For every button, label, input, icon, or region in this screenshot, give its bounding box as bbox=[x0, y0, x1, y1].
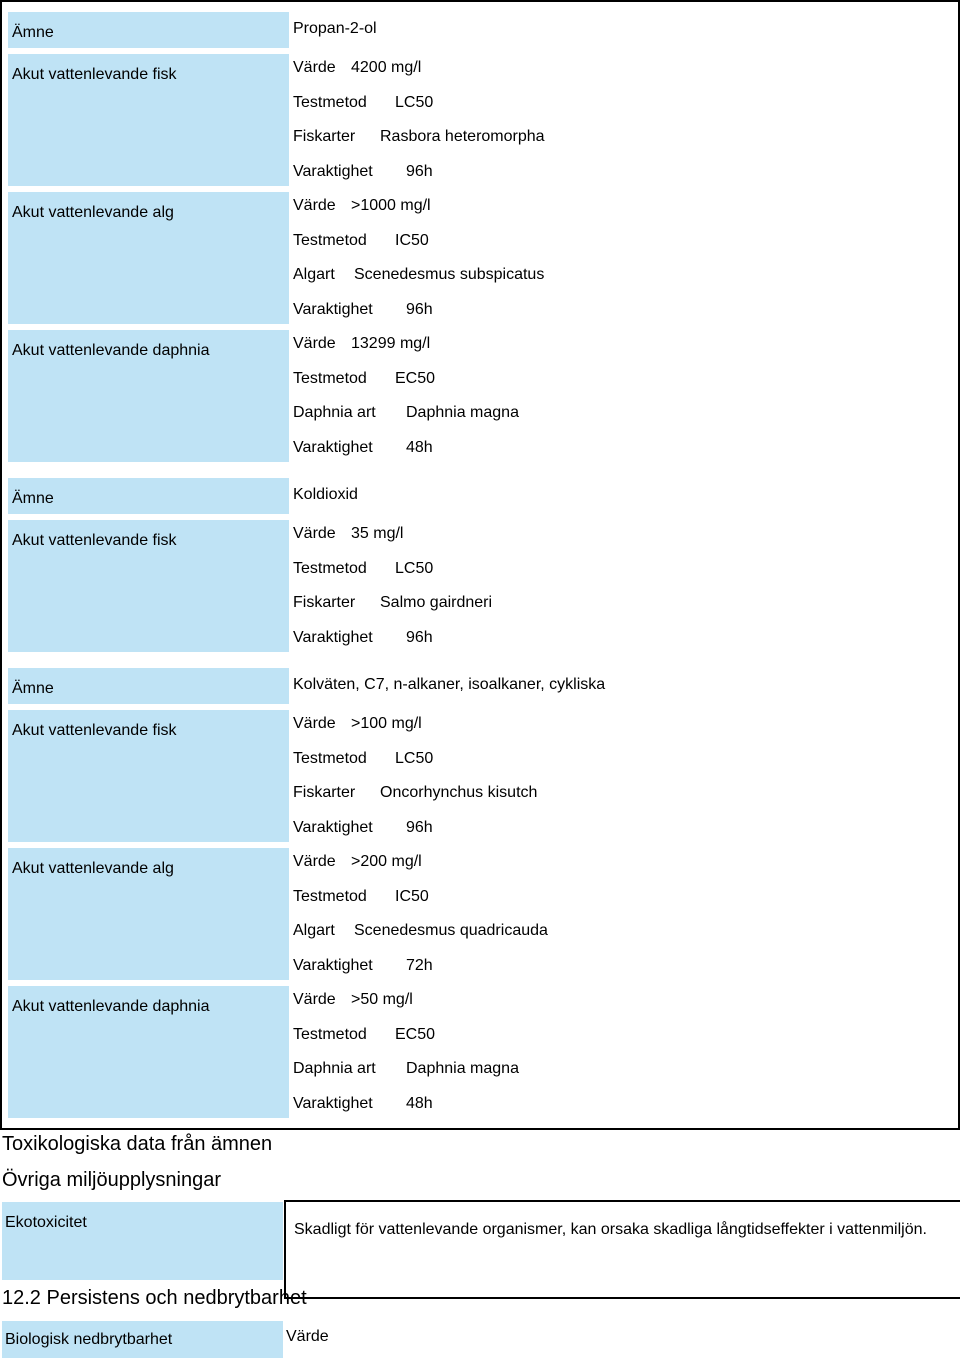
field-value: >1000 mg/l bbox=[351, 197, 431, 214]
field-key: Varaktighet bbox=[293, 1094, 373, 1112]
field-value: Daphnia magna bbox=[406, 404, 519, 421]
field-value: 35 mg/l bbox=[351, 525, 404, 542]
field-value: Salmo gairdneri bbox=[380, 594, 493, 611]
field-key: Fiskarter bbox=[293, 128, 356, 145]
field-value: LC50 bbox=[395, 93, 434, 111]
substance-name: Kolväten, C7, n-alkaner, isoalkaner, cykliska bbox=[293, 676, 606, 693]
substance-label: Ämne bbox=[8, 668, 289, 704]
field-value: IC50 bbox=[395, 887, 429, 905]
field-key: Varaktighet bbox=[293, 162, 373, 180]
field-value: LC50 bbox=[395, 559, 434, 577]
field-value: 48h bbox=[406, 438, 433, 456]
field-value: Daphnia magna bbox=[406, 1060, 519, 1077]
field-key: Värde bbox=[293, 335, 336, 352]
test-category-label: Akut vattenlevande fisk bbox=[8, 520, 289, 652]
field-key: Värde bbox=[293, 991, 336, 1008]
field-key: Varaktighet bbox=[293, 438, 373, 456]
field-value: 96h bbox=[406, 818, 433, 836]
field-key: Testmetod bbox=[293, 749, 367, 767]
field-key: Testmetod bbox=[293, 1025, 367, 1043]
substance-name: Koldioxid bbox=[293, 486, 358, 503]
field-key: Testmetod bbox=[293, 369, 367, 387]
field-key: Algart bbox=[293, 922, 335, 939]
field-key: Värde bbox=[293, 59, 336, 76]
field-key: Värde bbox=[293, 197, 336, 214]
field-key: Varaktighet bbox=[293, 956, 373, 974]
field-value: Rasbora heteromorpha bbox=[380, 128, 545, 145]
biologisk-nedbrytbarhet-value-label: Värde bbox=[286, 1328, 329, 1345]
field-value: Scenedesmus quadricauda bbox=[354, 922, 548, 939]
field-key: Varaktighet bbox=[293, 300, 373, 318]
ovriga-heading: Övriga miljöupplysningar bbox=[2, 1169, 221, 1191]
field-value: 72h bbox=[406, 956, 433, 974]
substance-label: Ämne bbox=[8, 478, 289, 514]
field-key: Testmetod bbox=[293, 231, 367, 249]
field-key: Värde bbox=[293, 853, 336, 870]
tox-heading: Toxikologiska data från ämnen bbox=[2, 1133, 273, 1155]
field-value: >100 mg/l bbox=[351, 715, 422, 732]
field-key: Testmetod bbox=[293, 887, 367, 905]
field-value: IC50 bbox=[395, 231, 429, 249]
field-key: Daphnia art bbox=[293, 1060, 376, 1077]
field-key: Varaktighet bbox=[293, 628, 373, 646]
field-key: Varaktighet bbox=[293, 818, 373, 836]
field-value: 96h bbox=[406, 628, 433, 646]
field-value: >50 mg/l bbox=[351, 991, 413, 1008]
field-value: >200 mg/l bbox=[351, 853, 422, 870]
substance-label: Ämne bbox=[8, 12, 289, 48]
substance-name: Propan-2-ol bbox=[293, 20, 377, 37]
test-category-label: Akut vattenlevande alg bbox=[8, 192, 289, 324]
field-key: Daphnia art bbox=[293, 404, 376, 421]
field-value: 4200 mg/l bbox=[351, 59, 422, 76]
field-value: EC50 bbox=[395, 1025, 436, 1043]
field-key: Testmetod bbox=[293, 93, 367, 111]
field-key: Algart bbox=[293, 266, 335, 283]
test-category-label: Akut vattenlevande daphnia bbox=[8, 986, 289, 1118]
test-category-label: Akut vattenlevande fisk bbox=[8, 54, 289, 186]
persistens-heading: 12.2 Persistens och nedbrytbarhet bbox=[2, 1287, 307, 1309]
field-key: Fiskarter bbox=[293, 784, 356, 801]
biologisk-nedbrytbarhet-label: Biologisk nedbrytbarhet bbox=[2, 1321, 283, 1358]
ekotoxicitet-text: Skadligt för vattenlevande organismer, kan orsaka skadliga långtidseffekter i vattenmiljön. bbox=[284, 1200, 960, 1299]
ekotoxicitet-label: Ekotoxicitet bbox=[2, 1202, 283, 1280]
field-key: Testmetod bbox=[293, 559, 367, 577]
test-category-label: Akut vattenlevande alg bbox=[8, 848, 289, 980]
field-value: Oncorhynchus kisutch bbox=[380, 784, 538, 801]
field-value: 48h bbox=[406, 1094, 433, 1112]
field-key: Värde bbox=[293, 715, 336, 732]
field-value: LC50 bbox=[395, 749, 434, 767]
field-value: 13299 mg/l bbox=[351, 335, 431, 352]
field-value: 96h bbox=[406, 162, 433, 180]
test-category-label: Akut vattenlevande fisk bbox=[8, 710, 289, 842]
field-value: Scenedesmus subspicatus bbox=[354, 266, 545, 283]
test-category-label: Akut vattenlevande daphnia bbox=[8, 330, 289, 462]
field-value: 96h bbox=[406, 300, 433, 318]
field-key: Värde bbox=[293, 525, 336, 542]
field-value: EC50 bbox=[395, 369, 436, 387]
field-key: Fiskarter bbox=[293, 594, 356, 611]
